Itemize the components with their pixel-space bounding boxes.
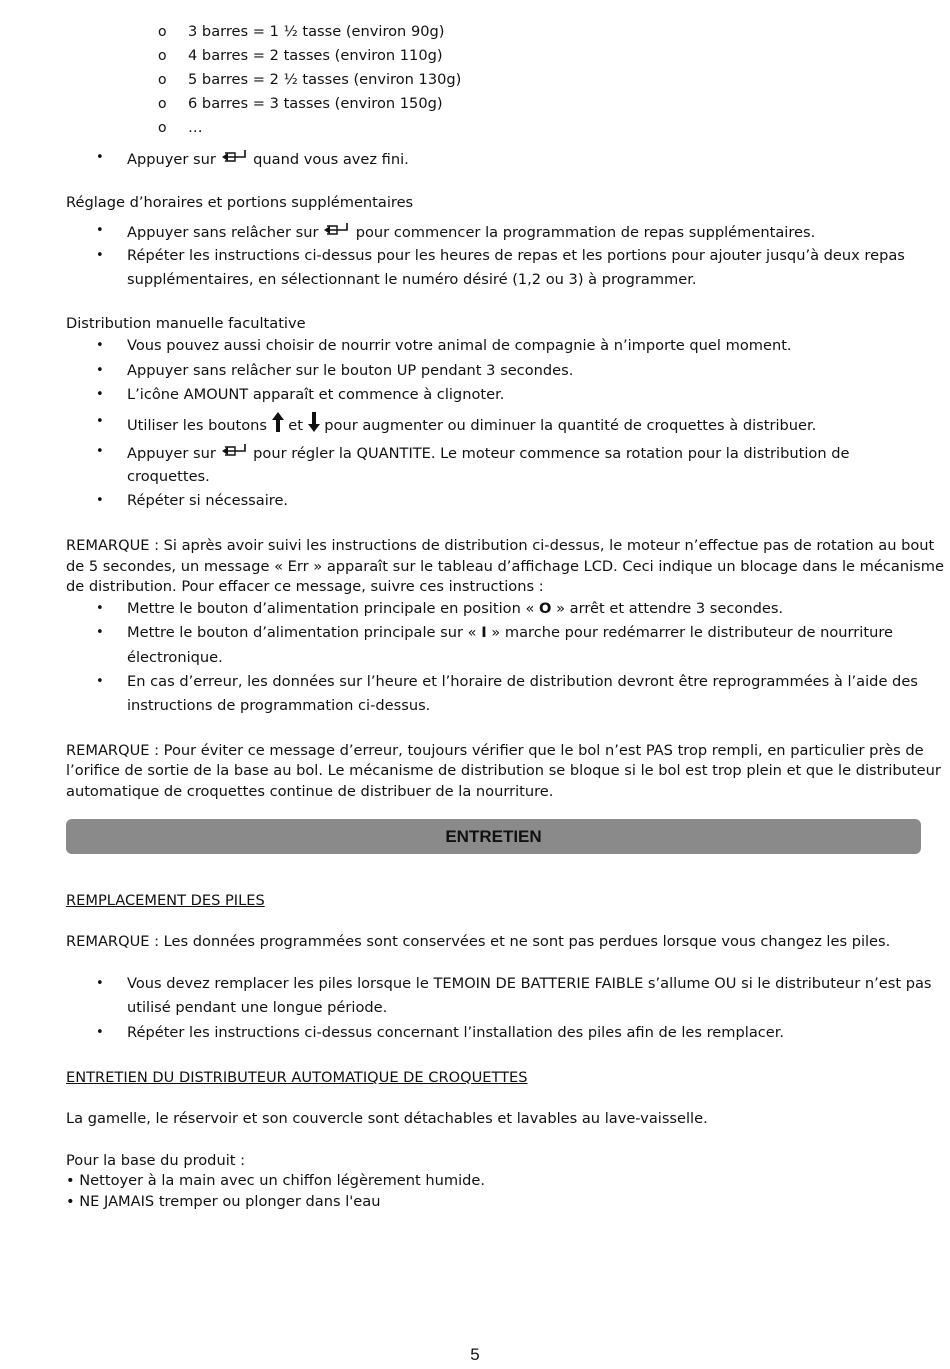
list-item-continuation: croquettes. <box>127 468 210 485</box>
page-number: 5 <box>470 1345 480 1364</box>
section-heading: Réglage d’horaires et portions supplémentaires <box>66 194 414 211</box>
remark-line: REMARQUE : Pour éviter ce message d’erreur, toujours vérifier que le bol n’est PAS trop rempli, en particulier près de <box>66 742 924 759</box>
list-item: Répéter si nécessaire. <box>127 492 289 509</box>
item-post: » marche pour redémarrer le distributeur de nourriture <box>491 624 893 641</box>
remark-line: REMARQUE : Si après avoir suivi les instructions de distribution ci-dessus, le moteur n’effectue pas de rotation au bout <box>66 537 935 554</box>
bullet: • <box>96 625 104 640</box>
list-item-continuation: supplémentaires, en sélectionnant le numéro désiré (1,2 ou 3) à programmer. <box>127 271 697 288</box>
bullet: • <box>96 363 104 378</box>
portion-item: … <box>188 119 203 136</box>
section-banner: ENTRETIEN <box>66 819 921 854</box>
list-item: Répéter les instructions ci-dessus concernant l’installation des piles afin de les remplacer. <box>127 1024 785 1041</box>
bullet: • <box>96 387 104 402</box>
list-item-continuation: électronique. <box>127 649 223 666</box>
item-pre: Mettre le bouton d’alimentation principale sur « <box>127 624 477 641</box>
portion-item: 3 barres = 1 ½ tasse (environ 90g) <box>188 23 445 40</box>
bullet: • <box>96 493 104 508</box>
section-heading: ENTRETIEN DU DISTRIBUTEUR AUTOMATIQUE DE CROQUETTES <box>66 1069 528 1086</box>
circle-bullet: o <box>158 120 167 136</box>
arrow-up-icon <box>272 412 284 432</box>
list-item: Répéter les instructions ci-dessus pour les heures de repas et les portions pour ajouter jusqu’à deux repas <box>127 247 905 264</box>
paragraph: • Nettoyer à la main avec un chiffon légèrement humide. <box>66 1172 486 1189</box>
list-item-continuation: instructions de programmation ci-dessus. <box>127 697 431 714</box>
finish-pre: Appuyer sur <box>127 151 216 168</box>
paragraph: La gamelle, le réservoir et son couvercle sont détachables et lavables au lave-vaisselle. <box>66 1110 708 1127</box>
item-post: » arrêt et attendre 3 secondes. <box>556 600 784 617</box>
remark-line: de 5 secondes, un message « Err » apparaît sur le tableau d’affichage LCD. Ceci indique un blocage dans le mécanisme <box>66 558 944 575</box>
portion-item: 5 barres = 2 ½ tasses (environ 130g) <box>188 71 462 88</box>
item-pre: Utiliser les boutons <box>127 417 268 434</box>
list-item: L’icône AMOUNT apparaît et commence à clignoter. <box>127 386 505 403</box>
bullet: • <box>96 674 104 689</box>
remark-line: automatique de croquettes continue de distribuer de la nourriture. <box>66 783 554 800</box>
item-pre: Appuyer sans relâcher sur <box>127 224 319 241</box>
circle-bullet: o <box>158 72 167 88</box>
bullet: • <box>96 976 104 991</box>
bullet: • <box>96 444 104 459</box>
item-bold: I <box>481 624 487 641</box>
list-item: En cas d’erreur, les données sur l’heure et l’horaire de distribution devront être reprogrammées à l’aide des <box>127 673 918 690</box>
item-mid: et <box>288 417 303 434</box>
enter-icon <box>221 148 249 166</box>
item-post: pour augmenter ou diminuer la quantité de croquettes à distribuer. <box>324 417 817 434</box>
item-post: pour régler la QUANTITE. Le moteur commence sa rotation pour la distribution de <box>253 445 850 462</box>
paragraph: Pour la base du produit : <box>66 1152 246 1169</box>
list-item <box>127 599 783 620</box>
arrow-down-icon <box>308 412 320 432</box>
list-item <box>127 442 849 465</box>
remark-line: REMARQUE : Les données programmées sont conservées et ne sont pas perdues lorsque vous changez les piles. <box>66 933 891 950</box>
list-item: Appuyer sans relâcher sur le bouton UP pendant 3 secondes. <box>127 362 574 379</box>
finish-post: quand vous avez fini. <box>253 151 409 168</box>
remark-line: de distribution. Pour effacer ce message, suivre ces instructions : <box>66 578 544 595</box>
bullet: • <box>96 414 104 429</box>
bullet: • <box>96 223 104 238</box>
item-pre: Appuyer sur <box>127 445 216 462</box>
portion-item: 6 barres = 3 tasses (environ 150g) <box>188 95 443 112</box>
bullet: • <box>96 150 104 165</box>
portion-item: 4 barres = 2 tasses (environ 110g) <box>188 47 443 64</box>
enter-icon <box>221 442 249 460</box>
circle-bullet: o <box>158 24 167 40</box>
item-post: pour commencer la programmation de repas supplémentaires. <box>355 224 816 241</box>
item-pre: Mettre le bouton d’alimentation principale en position « <box>127 600 535 617</box>
enter-icon <box>323 221 351 239</box>
list-item-continuation: utilisé pendant une longue période. <box>127 999 388 1016</box>
bullet: • <box>96 338 104 353</box>
finish-instruction <box>127 148 409 171</box>
remark-line: l’orifice de sortie de la base au bol. Le mécanisme de distribution se bloque si le bol est trop plein et que le distributeur <box>66 762 941 779</box>
section-heading: Distribution manuelle facultative <box>66 315 306 332</box>
paragraph: • NE JAMAIS tremper ou plonger dans l'eau <box>66 1193 381 1210</box>
list-item <box>127 623 893 644</box>
bullet: • <box>96 1025 104 1040</box>
list-item: Vous pouvez aussi choisir de nourrir votre animal de compagnie à n’importe quel moment. <box>127 337 792 354</box>
item-bold: O <box>539 600 552 617</box>
list-item <box>127 412 816 437</box>
list-item: Vous devez remplacer les piles lorsque le TEMOIN DE BATTERIE FAIBLE s’allume OU si le distributeur n’est pas <box>127 975 932 992</box>
list-item <box>127 221 815 244</box>
section-heading: REMPLACEMENT DES PILES <box>66 892 265 909</box>
circle-bullet: o <box>158 48 167 64</box>
bullet: • <box>96 601 104 616</box>
bullet: • <box>96 248 104 263</box>
circle-bullet: o <box>158 96 167 112</box>
